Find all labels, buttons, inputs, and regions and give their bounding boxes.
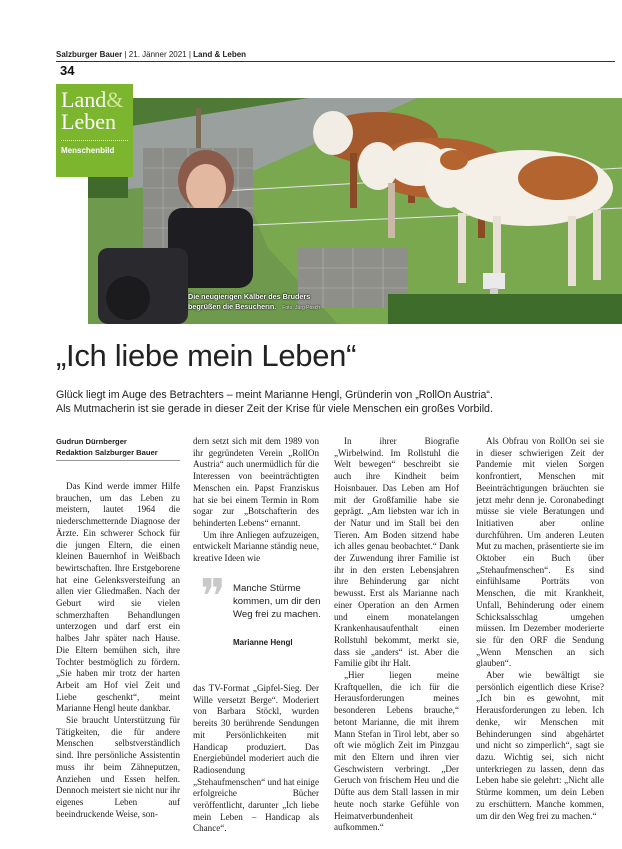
quote-author: Marianne Hengl bbox=[233, 638, 293, 647]
column-2-top bbox=[193, 436, 319, 565]
photo-caption bbox=[188, 292, 320, 313]
caption-line: Die neugierigen Kälber des Bruders bbox=[188, 292, 311, 301]
lead-line: Als Mutmacherin ist sie gerade in dieser Zeit der Krise für viele Menschen ein großes Vorbild. bbox=[56, 402, 493, 415]
paragraph: Das Kind werde immer Hilfe brauchen, um das Leben zu meistern, lautet 1964 die niederschmetternde Diagnose der Ärzte. Ein schwerer Schock für die jungen Eltern, die einen kleinen Bauernhof in Weißbach bewirtschaften. Ihre Erstgeborene hat eine Gelenksversteifung an allen vier Gliedmaßen. Nach der Geburt wird sie vielen schmerzhaften Behandlungen unterzogen und darf erst ein halbes Jahr später nach Hause. Die Eltern bemühen sich, ihre Tochter bestmöglich zu fördern. „Sie haben mir trotz der harten Arbeit am Hof viel Zeit und Liebe geschenkt“, meint Marianne Hengl heute dankbar. bbox=[56, 481, 180, 714]
article-headline: „Ich liebe mein Leben“ bbox=[56, 338, 357, 373]
page-header: Salzburger Bauer | 21. Jänner 2021 | Land & Leben bbox=[56, 50, 247, 59]
paragraph: Als Obfrau von RollOn sei sie in dieser schwierigen Zeit der Pandemie mit vielen Sorgen konfrontiert, Menschen mit Beeinträchtigungen bräuchten sie jetzt mehr denn je. Coronabedingt müsse sie viele Beratungen und Initiativen aber online durchführen. Um anderen Leuten Mut zu machen, präsentierte sie im Oktober ein Buch über „Stehaufmenschen“. Es sind einfühlsame Porträts von Menschen, die mit Krankheit, Unfall, Behinderung oder einem Schicksalsschlag umgehen müssen. Im Dezember moderierte sie für den ORF die Sendung „Wenn Menschen an sich glauben“. bbox=[476, 436, 604, 669]
article-photo bbox=[88, 98, 622, 324]
tag-ampersand: & bbox=[106, 87, 124, 112]
paragraph: Aber wie bewältigt sie persönlich eigentlich diese Krise? „Ich bin es gewohnt, mit Herausforderungen zu leben. Ich denke, wir Menschen mit Behinderungen sind abgehärtet und nicht so zimperlich“, sagt sie dazu. Wichtig sei, sich nicht unterkriegen zu lassen, denn das Leben habe sie gelehrt: „Nicht alle Stürme kommen, um dein Leben zu erschüttern. Manche kommen, um dir den Weg frei zu machen.“ bbox=[476, 670, 604, 821]
column-4 bbox=[476, 436, 604, 822]
pull-quote bbox=[200, 571, 321, 660]
column-1 bbox=[56, 481, 180, 820]
article-lead bbox=[56, 389, 616, 416]
byline-divider bbox=[56, 460, 180, 461]
caption-line: begrüßen die Besucherin. Foto: Jürg Posch bbox=[188, 302, 321, 311]
publication-name: Salzburger Bauer bbox=[56, 50, 123, 59]
paragraph: In ihrer Biografie „Wirbelwind. Im Rollstuhl die Welt bewegen“ beschreibt sie auch ihre Kindheit beim Hoisnbauer. Das Leben am Hof mit der Großfamilie habe sie geprägt. „Am liebsten war ich in der Natur und im Stall bei den Tieren. Am Boden sitzend habe ich alles genau beobachtet.“ Dank der Zuwendung ihrer Familie ist ihr in den ersten Lebensjahren ihre Behinderung gar nicht bewusst. Erst als Marianne nach einer Operation an den Armen und einem monatelangen Krankenhausaufenthalt einen Rollstuhl bekommt, merkt sie, dass sie „anders“ ist. Aber die Familie gibt ihr Halt. bbox=[334, 436, 459, 669]
column-2-bottom bbox=[193, 683, 319, 835]
page-number: 34 bbox=[60, 63, 75, 78]
tag-subtitle: Menschenbild bbox=[61, 146, 115, 155]
section-name: Land & Leben bbox=[193, 50, 247, 59]
paragraph: „Hier liegen meine Kraftquellen, die ich für die Herausforderungen meines besonderen Lebens brauche,“ betont Marianne, die mit ihrem Mann Stefan in Tirol lebt, aber so oft wie möglich Zeit im Pinzgau mit den Eltern und ihren vier Geschwistern verbringt. „Der Geruch von frischem Heu und die Düfte aus dem Stall lassen in mir heute noch starke Gefühle von Heimatverbundenheit aufkommen.“ bbox=[334, 670, 459, 833]
photo-credit: Foto: Jürg Posch bbox=[282, 305, 321, 311]
issue-date: 21. Jänner 2021 bbox=[128, 50, 187, 59]
photo-illustration bbox=[88, 98, 622, 324]
header-divider bbox=[56, 61, 615, 62]
byline bbox=[56, 436, 158, 458]
paragraph: Sie braucht Unterstützung für Tätigkeiten, die für andere Menschen selbstverständlich sind. Ihre persönliche Assistentin muss ihr beim Zähneputzen, Anziehen und Essen helfen. Dennoch meistert sie nicht nur ihr eigenes Leben auf beeindruckende Weise, son- bbox=[56, 715, 180, 819]
column-3 bbox=[334, 436, 459, 834]
author-name: Gudrun Dürnberger bbox=[56, 437, 127, 446]
paragraph: das TV-Format „Gipfel-Sieg. Der Wille versetzt Berge“. Moderiert von Barbara Stöckl, wurden bereits 30 berührende Sendungen mit Persönlichkeiten mit Handicap produziert. Das Energiebündel moderiert auch die Radiosendung „Stehaufmenschen“ und hat einige erfolgreiche Bücher veröffentlicht, darunter „Ich liebe mein Leben – Handicap als Chance“. bbox=[193, 683, 320, 834]
tag-line: Leben bbox=[61, 109, 116, 134]
paragraph: dern setzt sich mit dem 1989 von ihr gegründeten Verein „RollOn Austria“ auch unermüdlich für die Interessen von beeinträchtigten Menschen ein. Papst Franziskus hat sie bei einem Termin in Rom sogar zur „Botschafterin des behinderten Lebens“ ernannt. bbox=[193, 436, 319, 528]
quote-text: Manche Stürme kommen, um dir den Weg frei zu machen. bbox=[233, 583, 321, 620]
tag-divider bbox=[61, 140, 128, 141]
author-role: Redaktion Salzburger Bauer bbox=[56, 448, 158, 457]
tag-line: Land& bbox=[61, 87, 124, 112]
section-tag bbox=[56, 84, 133, 177]
lead-line: Glück liegt im Auge des Betrachters – meint Marianne Hengl, Gründerin von „RollOn Austria“. bbox=[56, 389, 493, 401]
quote-mark-icon: ❞ bbox=[200, 571, 226, 624]
paragraph: Um ihre Anliegen aufzuzeigen, entwickelt Marianne ständig neue, kreative Ideen wie bbox=[193, 529, 319, 564]
